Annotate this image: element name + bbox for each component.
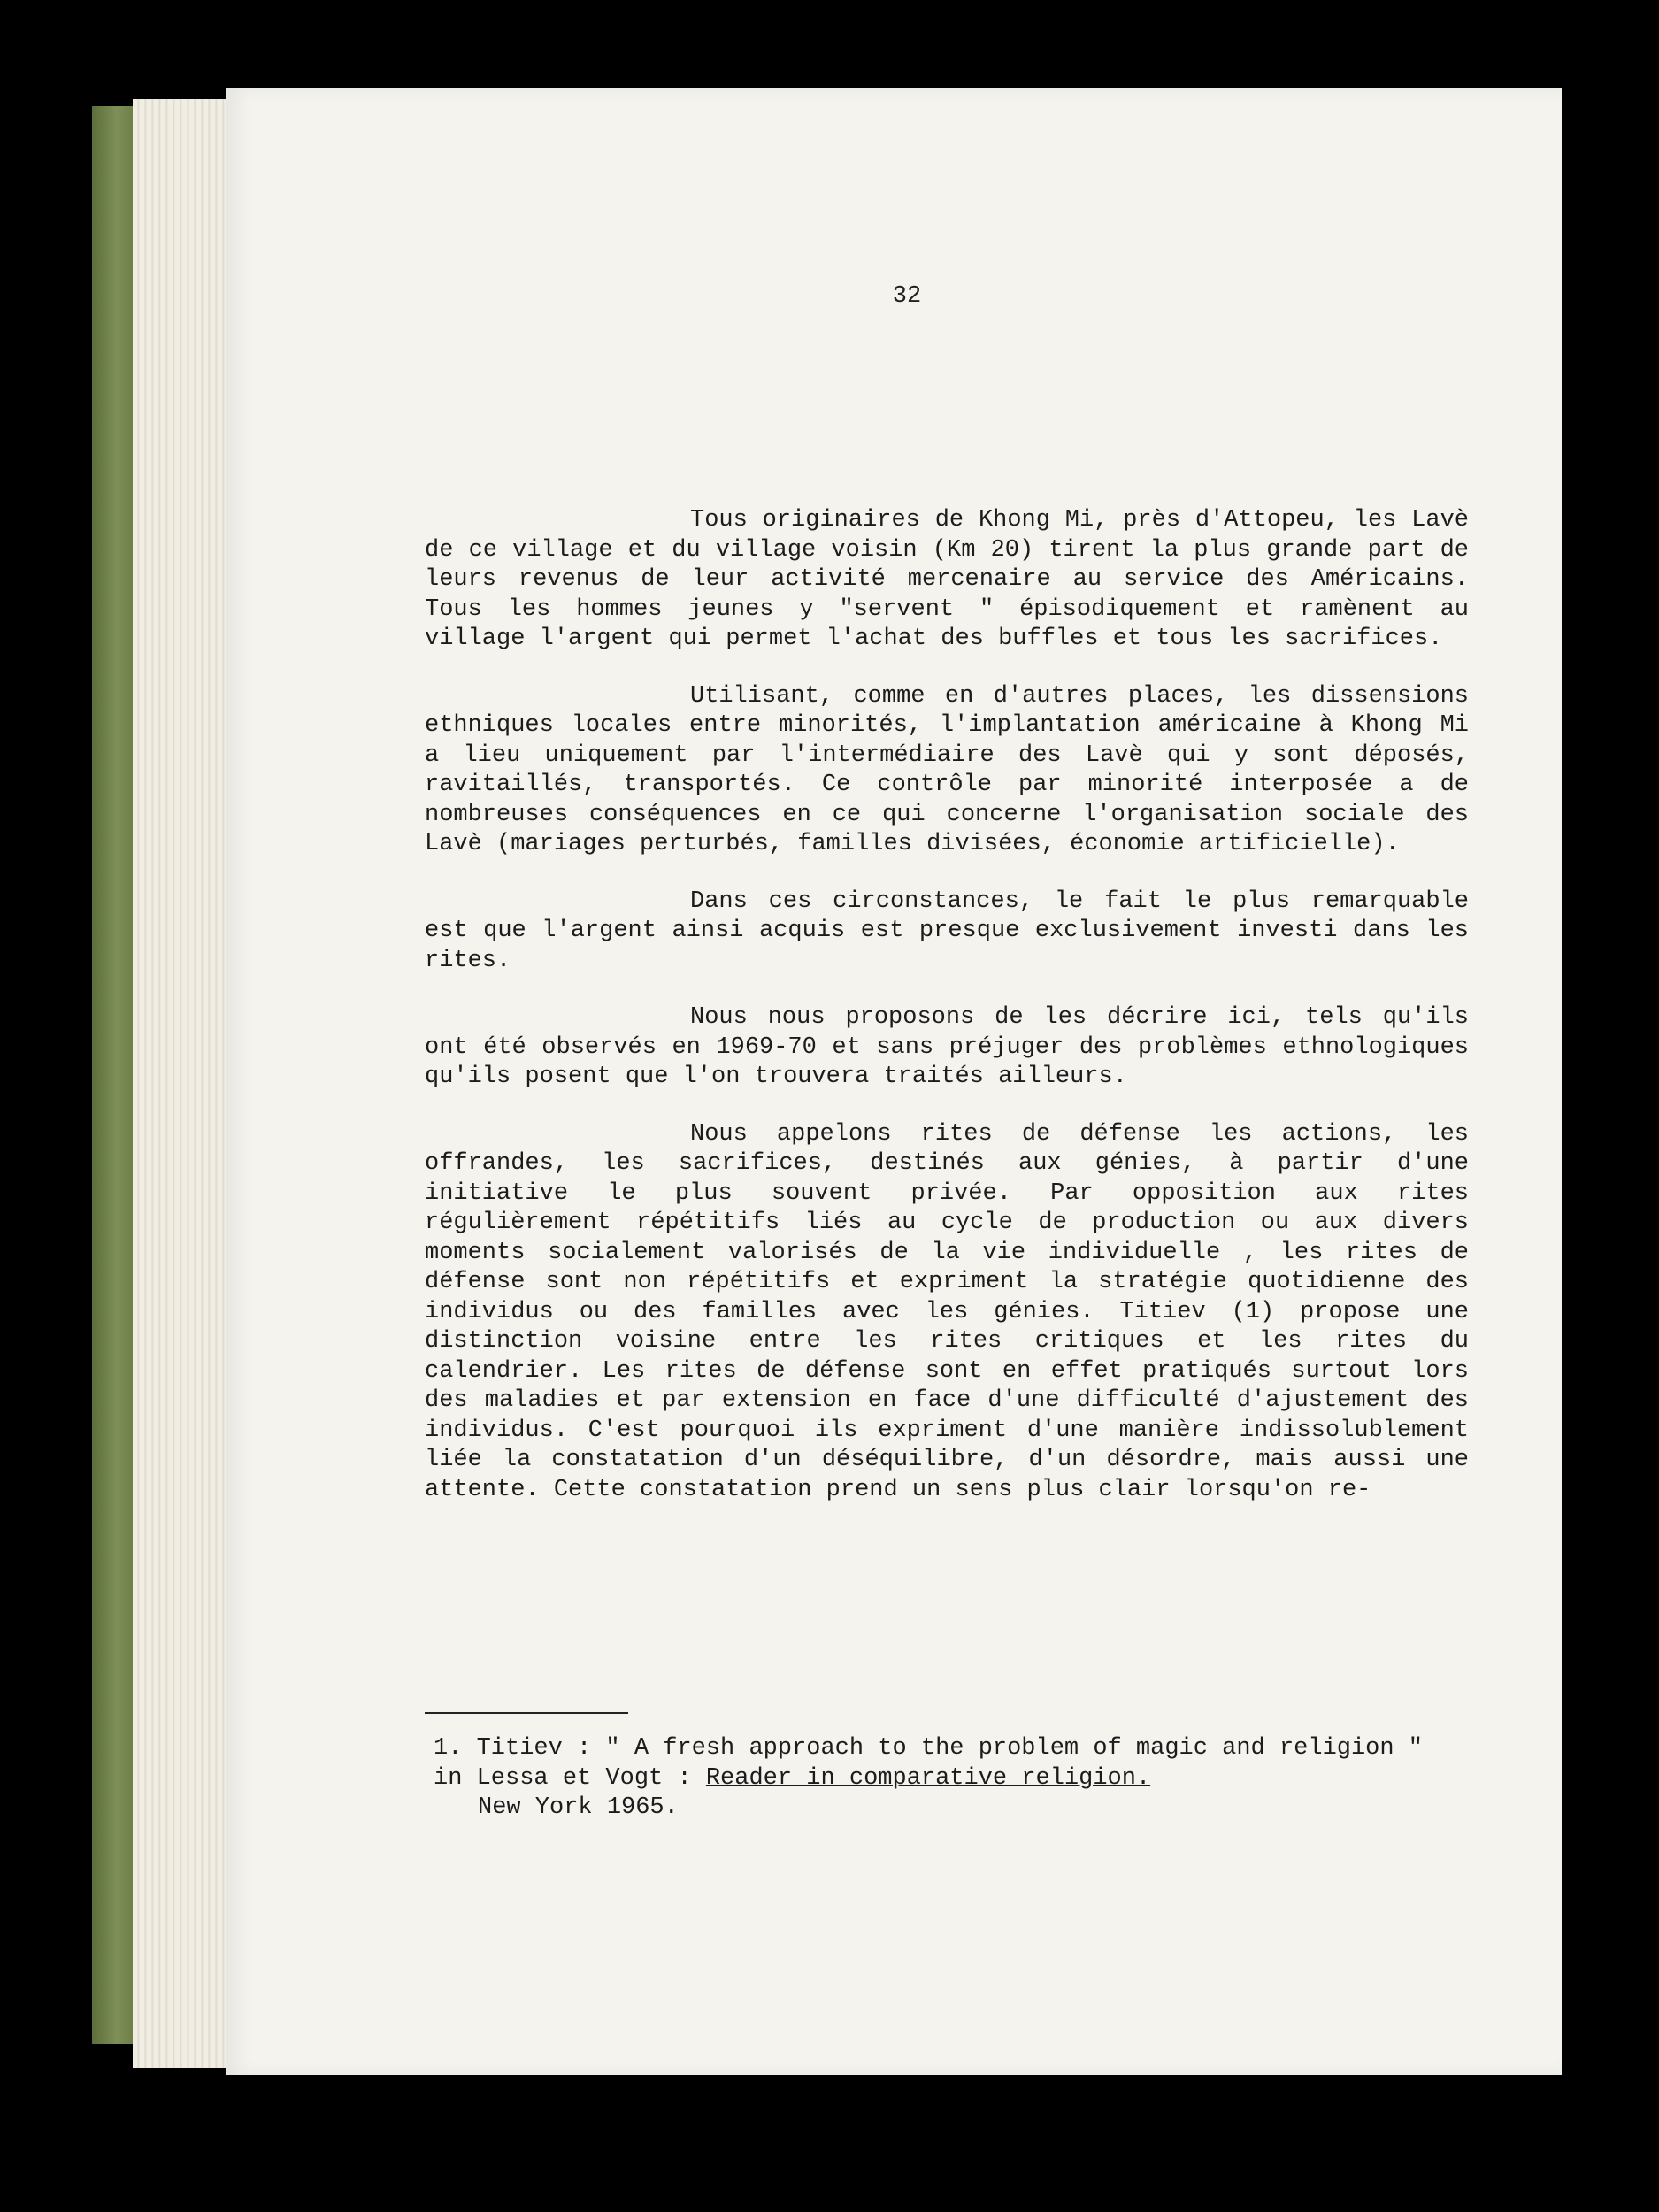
page-number: 32 [892,283,922,310]
footnote-line [434,1734,1460,1793]
paragraph-2-text: Utilisant, comme en d'autres places, les dissensions ethniques locales entre minorités, l'implantation américaine à Khong Mi a lieu uniquement par l'intermédiaire des Lavè qui y sont déposés, ravitaillés, transportés. Ce contrôle par minorité interposée a de nombreuses conséquences en ce qui concerne l'organisation sociale des Lavè (mariages perturbés, familles divisées, économie artificielle). [425,682,1469,857]
paragraph-1 [425,506,1469,655]
paragraph-5-text: Nous appelons rites de défense les actions, les offrandes, les sacrifices, destinés aux génies, à partir d'une initiative le plus souvent privée. Par opposition aux rites régulièrement répétitifs liés au cycle de production ou aux divers moments socialement valorisés de la vie individuelle , les rites de défense sont non répétitifs et expriment la stratégie quotidienne des individus ou des familles avec les génies. Titiev (1) propose une distinction voisine entre les rites critiques et les rites du calendrier. Les rites de défense sont en effet pratiqués surtout lors des maladies et par extension en face d'une difficulté d'ajustement des individus. C'est pourquoi ils expriment d'une manière indissolublement liée la constatation d'un déséquilibre, d'un désordre, mais aussi une attente. Cette constatation prend un sens plus clair lorsqu'on re- [425,1120,1469,1503]
footnote [434,1734,1460,1824]
paragraph-3 [425,887,1469,977]
paragraph-3-text: Dans ces circonstances, le fait le plus remarquable est que l'argent ainsi acquis est presque exclusivement investi dans les rites. [425,887,1469,974]
footnote-text: Titiev : " A fresh approach to the problem of magic and religion " in Lessa et Vogt : [434,1735,1423,1792]
footnote-marker: 1. [434,1735,463,1762]
paragraph-4 [425,1003,1469,1093]
footnote-book-title: Reader in comparative religion. [705,1764,1151,1792]
paragraph-2 [425,682,1469,860]
footnote-divider [425,1712,628,1714]
body-text [425,506,1469,1532]
paragraph-1-text: Tous originaires de Khong Mi, près d'Attopeu, les Lavè de ce village et du village voisin (Km 20) tirent la plus grande part de leurs revenus de leur activité mercenaire au service des Américains. Tous les hommes jeunes y "servent " épisodiquement et ramènent au village l'argent qui permet l'achat des buffles et tous les sacrifices. [425,507,1469,652]
page-block-edges [133,99,230,2068]
footnote-publication: New York 1965. [478,1794,679,1821]
paragraph-5 [425,1120,1469,1506]
paragraph-4-text: Nous nous proposons de les décrire ici, tels qu'ils ont été observés en 1969-70 et sans préjuger des problèmes ethnologiques qu'ils posent que l'on trouvera traités ailleurs. [425,1004,1469,1090]
